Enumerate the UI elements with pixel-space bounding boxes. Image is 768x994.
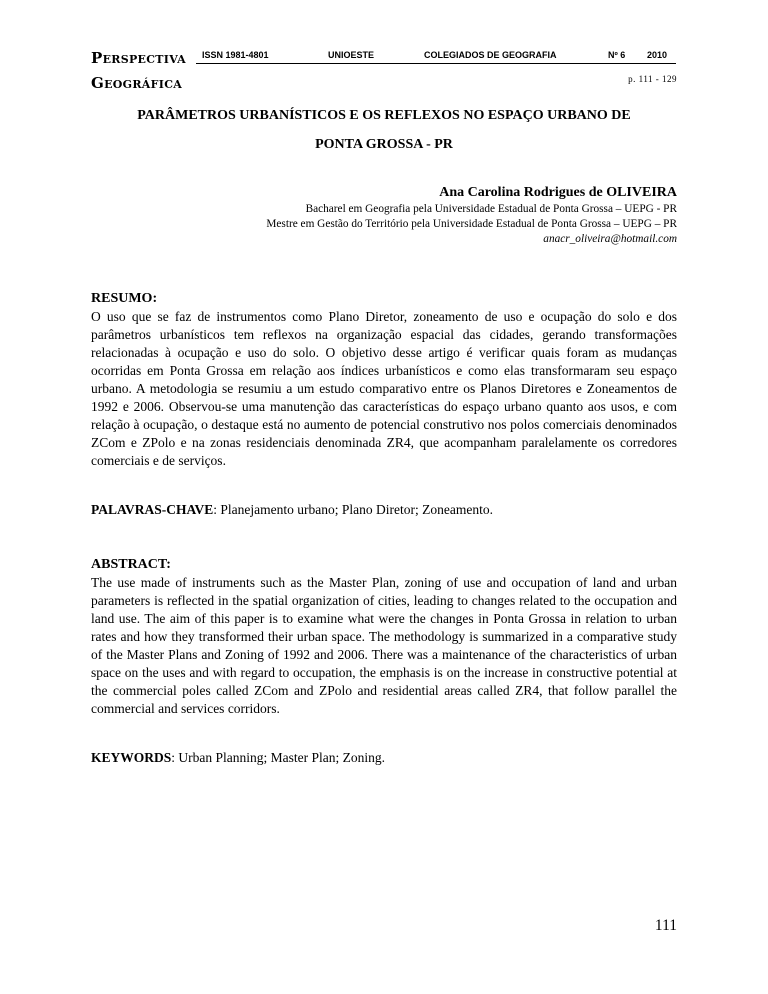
abstract-heading: ABSTRACT: xyxy=(91,557,171,572)
journal-name-line1: Perspectiva xyxy=(91,49,187,67)
journal-name-line2: Geográfica xyxy=(91,74,183,92)
author-block xyxy=(91,184,677,247)
title-line1: PARÂMETROS URBANÍSTICOS E OS REFLEXOS NO ESPAÇO URBANO DE xyxy=(137,108,631,123)
header-year: 2010 xyxy=(647,50,668,60)
title-line2: PONTA GROSSA - PR xyxy=(315,137,453,152)
header-department: COLEGIADOS DE GEOGRAFIA xyxy=(424,50,557,60)
keywords-text: : Urban Planning; Master Plan; Zoning. xyxy=(171,750,385,765)
palavras-chave-label: PALAVRAS-CHAVE xyxy=(91,502,214,517)
author-affiliation-2: Mestre em Gestão do Território pela Universidade Estadual de Ponta Grossa – UEPG – PR xyxy=(266,218,677,230)
header-info-line xyxy=(196,48,676,64)
header-number: Nº 6 xyxy=(608,50,626,60)
header-university: UNIOESTE xyxy=(328,50,375,60)
keywords-label: KEYWORDS xyxy=(91,750,172,765)
palavras-chave-text: : Planejamento urbano; Plano Diretor; Zoneamento. xyxy=(213,502,493,517)
header-pages: p. 111 - 129 xyxy=(628,74,677,84)
page-number: 111 xyxy=(654,917,677,934)
resumo-text: O uso que se faz de instrumentos como Plano Diretor, zoneamento de uso e ocupação do solo e dos parâmetros urbanísticos tem reflexos na organização espacial das cidades, gerando transformações relacionadas à ocupação e uso do solo. O objetivo desse artigo é verificar quais foram as mudanças ocorridas em Ponta Grossa em relação aos índices urbanísticos e como elas transformaram seu espaço urbano. A metodologia se resumiu a um estudo comparativo entre os Planos Diretores e Zoneamentos de 1992 e 2006. Observou-se uma manutenção das características do espaço urbano quanto aos usos, e com relação à ocupação, o destaque está no aumento de potencial construtivo nos polos comerciais denominados ZCom e ZPolo e na zonas residenciais denominada ZR4, que acompanham paralelamente os corredores comerciais e de serviços. xyxy=(91,309,677,468)
journal-name xyxy=(91,46,201,96)
header-issn: ISSN 1981-4801 xyxy=(202,50,269,60)
resumo-heading: RESUMO: xyxy=(91,291,158,306)
palavras-chave xyxy=(91,501,677,519)
abstract-text: The use made of instruments such as the Master Plan, zoning of use and occupation of land and urban parameters is reflected in the spatial organization of cities, leading to changes related to the occupation and land use. The aim of this paper is to examine what were the changes in Ponta Grossa in relation to urban rates and how they transformed their urban space. The methodology is summarized in a comparative study of the Master Plans and Zoning of 1992 and 2006. There was a maintenance of the characteristics of urban space on the uses and with regard to occupation, the emphasis is on the increase in constructive potential at the commercial poles called ZCom and ZPolo and residential areas called ZR4, that follow parallel the commercial and services corridors. xyxy=(91,575,677,716)
article-title xyxy=(91,101,677,159)
author-name: Ana Carolina Rodrigues de OLIVEIRA xyxy=(439,185,677,200)
resumo-section xyxy=(91,290,677,470)
author-email[interactable]: anacr_oliveira@hotmail.com xyxy=(543,233,677,245)
keywords xyxy=(91,749,677,767)
author-affiliation-1: Bacharel em Geografia pela Universidade Estadual de Ponta Grossa – UEPG - PR xyxy=(305,203,677,215)
abstract-section xyxy=(91,556,677,718)
